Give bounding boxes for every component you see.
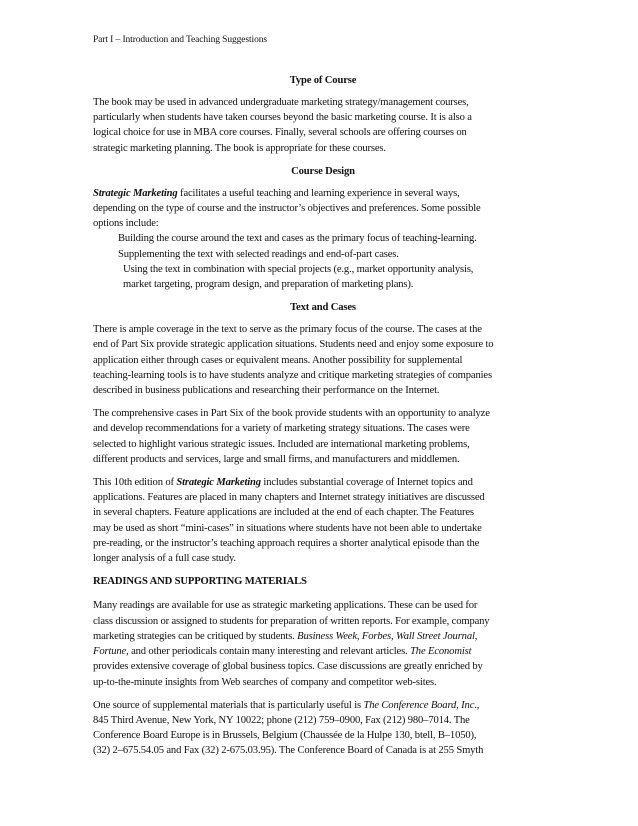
text-line: provides extensive coverage of global business topics. Case discussions are greatly enriched by <box>93 661 483 673</box>
text-line: depending on the type of course and the instructor’s objectives and preferences. Some possible <box>93 203 481 215</box>
text-line: in several chapters. Feature applications are included at the end of each chapter. The Features <box>93 507 474 519</box>
book-title: Strategic Marketing <box>93 187 178 199</box>
option-item-continued: market targeting, program design, and preparation of marketing plans). <box>123 279 414 291</box>
text-line: may be used as short “mini-cases” in situations where students have not been able to undertake <box>93 522 482 534</box>
readings-paragraph-2 <box>93 698 553 759</box>
text-line: Conference Board Europe is in Brussels, Belgium (Chaussée de la Hulpe 130, btell, B–1050), <box>93 730 477 742</box>
text-line <box>93 644 553 659</box>
type-of-course-heading: Type of Course <box>289 75 357 86</box>
text-line: selected to highlight various strategic issues. Included are international marketing problems, <box>93 438 470 450</box>
text-and-cases-paragraph-2 <box>93 406 553 467</box>
readings-heading: READINGS AND SUPPORTING MATERIALS <box>93 576 307 588</box>
text-line: class discussion or assigned to students for preparation of written reports. For example, company <box>93 615 490 627</box>
option-item: Supplementing the text with selected readings and end-of-part cases. <box>118 248 399 260</box>
running-header: Part I – Introduction and Teaching Suggestions <box>93 35 267 45</box>
text-line: and develop recommendations for a variety of marketing strategy situations. The cases were <box>93 423 470 435</box>
text-line: described in business publications and researching their performance on the Internet. <box>93 385 440 397</box>
text-line <box>93 698 553 713</box>
text-line: end of Part Six provide strategic application situations. Students need and enjoy some exposure to <box>93 339 494 351</box>
organization-name: The Conference Board, Inc <box>363 699 475 711</box>
page-content <box>93 73 553 765</box>
text-span: ., <box>474 699 480 711</box>
text-line <box>93 186 553 201</box>
text-line: different products and services, large and small firms, and manufacturers and middlemen. <box>93 453 460 465</box>
text-line: (32) 2–675.54.05 and Fax (32) 2-675.03.95). The Conference Board of Canada is at 255 Smyth <box>93 745 484 757</box>
text-line: options include: <box>93 218 159 230</box>
text-and-cases-heading: Text and Cases <box>290 302 356 314</box>
option-item: Using the text in combination with special projects (e.g., market opportunity analysis, <box>123 263 474 275</box>
text-line: applications. Features are placed in many chapters and Internet strategy initiatives are discussed <box>93 492 485 504</box>
text-line: pre-reading, or the instructor’s teaching approach requires a shorter analytical episode than the <box>93 537 480 549</box>
readings-paragraph-1 <box>93 598 553 689</box>
text-line: There is ample coverage in the text to serve as the primary focus of the course. The cases at the <box>93 324 482 336</box>
text-and-cases-paragraph-3 <box>93 475 553 566</box>
text-line: The comprehensive cases in Part Six of the book provide students with an opportunity to analyze <box>93 408 490 420</box>
text-span: and other periodicals contain many interesting and relevant articles. <box>128 646 411 658</box>
publication-name: The Economist <box>410 646 472 658</box>
text-line: The book may be used in advanced undergraduate marketing strategy/management courses, <box>93 97 469 108</box>
text-line <box>93 629 553 644</box>
publication-name: Fortune, <box>93 646 129 658</box>
text-line: 845 Third Avenue, New York, NY 10022; phone (212) 759–0900, Fax (212) 980–7014. The <box>93 714 470 726</box>
text-span: This 10th edition of <box>93 477 177 489</box>
text-line: teaching-learning tools is to have students analyze and critique marketing strategies of companies <box>93 369 492 381</box>
text-span: facilitates a useful teaching and learning experience in several ways, <box>177 187 460 199</box>
text-line: logical choice for use in MBA core courses. Finally, several schools are offering courses on <box>93 127 467 139</box>
text-line <box>93 475 553 490</box>
text-line: strategic marketing planning. The book is appropriate for these courses. <box>93 142 386 154</box>
publication-names: Business Week, Forbes, Wall Street Journal, <box>297 630 478 642</box>
text-span: marketing strategies can be critiqued by students. <box>93 630 298 642</box>
option-item: Building the course around the text and cases as the primary focus of teaching-learning. <box>118 233 477 245</box>
text-line: longer analysis of a full case study. <box>93 553 236 565</box>
course-design-heading: Course Design <box>291 165 355 177</box>
course-design-paragraph <box>93 186 553 292</box>
text-line: particularly when students have taken courses beyond the basic marketing course. It is also a <box>93 112 472 124</box>
text-line: application either through cases or equivalent means. Another possibility for supplemental <box>93 354 463 366</box>
text-line: up-to-the-minute insights from Web searches of company and competitor web-sites. <box>93 676 437 688</box>
text-line: Many readings are available for use as strategic marketing applications. These can be used for <box>93 600 478 612</box>
text-span: includes substantial coverage of Internet topics and <box>260 477 473 489</box>
type-of-course-paragraph <box>93 95 553 156</box>
book-title: Strategic Marketing <box>176 477 261 489</box>
text-and-cases-paragraph-1 <box>93 322 553 398</box>
text-span: One source of supplemental materials that is particularly useful is <box>93 699 364 711</box>
